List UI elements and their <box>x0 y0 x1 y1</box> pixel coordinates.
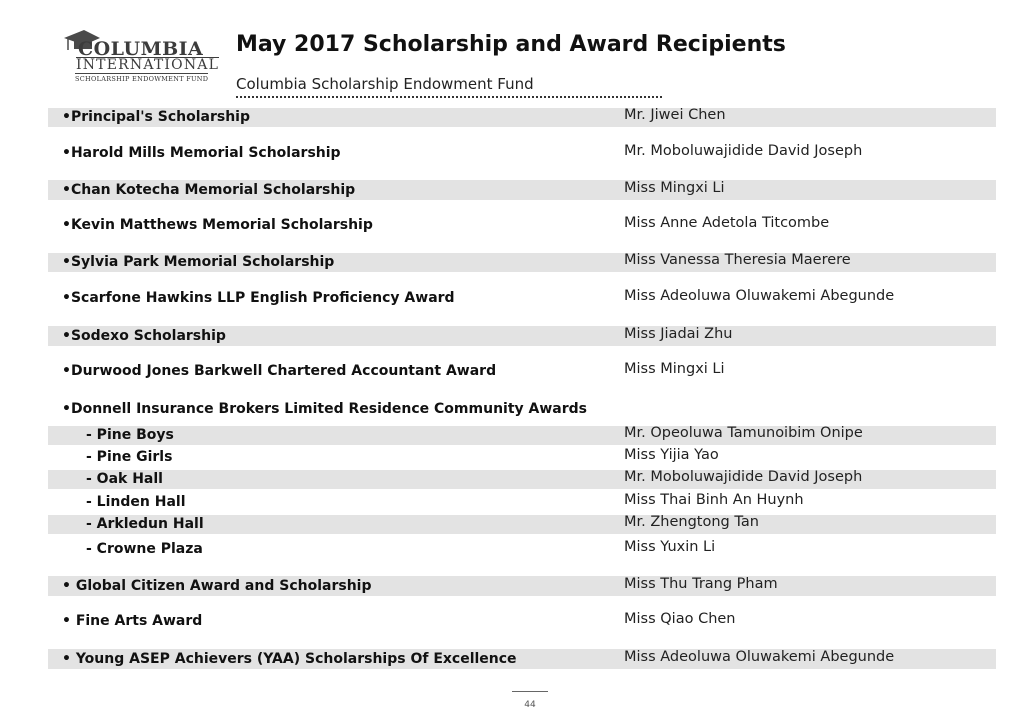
award-name: •Principal's Scholarship <box>62 109 250 125</box>
award-name: • Fine Arts Award <box>62 613 203 629</box>
award-name: - Pine Boys <box>86 427 174 443</box>
page-title: May 2017 Scholarship and Award Recipients <box>236 32 786 57</box>
award-name: •Sodexo Scholarship <box>62 328 226 344</box>
award-row <box>48 216 996 235</box>
award-row <box>48 576 996 596</box>
recipient-name: Miss Mingxi Li <box>624 361 725 377</box>
award-name: •Donnell Insurance Brokers Limited Residence Community Awards <box>62 401 587 417</box>
award-name: •Harold Mills Memorial Scholarship <box>62 145 341 161</box>
award-name: - Crowne Plaza <box>86 541 203 557</box>
award-name: •Chan Kotecha Memorial Scholarship <box>62 182 356 198</box>
award-row <box>48 400 996 419</box>
award-name: •Scarfone Hawkins LLP English Proficiency Award <box>62 290 455 306</box>
award-name: - Arkledun Hall <box>86 516 204 532</box>
award-name: • Global Citizen Award and Scholarship <box>62 578 372 594</box>
recipient-name: Mr. Zhengtong Tan <box>624 514 759 530</box>
award-row <box>48 362 996 381</box>
award-name: - Pine Girls <box>86 449 173 465</box>
recipient-name: Mr. Moboluwajidide David Joseph <box>624 143 863 159</box>
recipient-name: Miss Thai Binh An Huynh <box>624 492 804 508</box>
recipient-name: Miss Yijia Yao <box>624 447 719 463</box>
page-subtitle: Columbia Scholarship Endowment Fund <box>236 75 662 98</box>
award-row <box>48 289 996 308</box>
sub-award-row <box>48 540 996 559</box>
recipient-name: Miss Adeoluwa Oluwakemi Abegunde <box>624 288 895 304</box>
recipient-name: Miss Jiadai Zhu <box>624 326 733 342</box>
recipient-name: Mr. Moboluwajidide David Joseph <box>624 469 863 485</box>
award-row <box>48 612 996 631</box>
logo-line-3: SCHOLARSHIP ENDOWMENT FUND <box>75 75 209 83</box>
page-number: 44 <box>512 691 548 710</box>
columbia-logo <box>60 26 220 84</box>
recipient-name: Mr. Jiwei Chen <box>624 107 726 123</box>
sub-award-row <box>48 470 996 489</box>
award-row <box>48 253 996 272</box>
logo-line-1: COLUMBIA <box>78 38 204 60</box>
recipient-name: Miss Thu Trang Pham <box>624 576 778 592</box>
award-name: - Linden Hall <box>86 494 186 510</box>
award-name: •Sylvia Park Memorial Scholarship <box>62 254 335 270</box>
recipient-name: Miss Vanessa Theresia Maerere <box>624 252 851 268</box>
award-name: •Durwood Jones Barkwell Chartered Accountant Award <box>62 363 497 379</box>
recipient-name: Miss Mingxi Li <box>624 180 725 196</box>
sub-award-row <box>48 515 996 534</box>
award-name: •Kevin Matthews Memorial Scholarship <box>62 217 373 233</box>
recipient-name: Miss Yuxin Li <box>624 539 716 555</box>
recipient-name: Miss Qiao Chen <box>624 611 736 627</box>
recipient-name: Miss Anne Adetola Titcombe <box>624 215 830 231</box>
sub-award-row <box>48 448 996 467</box>
award-row <box>48 649 996 669</box>
award-name: - Oak Hall <box>86 471 163 487</box>
award-name: • Young ASEP Achievers (YAA) Scholarships Of Excellence <box>62 651 517 667</box>
recipient-name: Miss Adeoluwa Oluwakemi Abegunde <box>624 649 895 665</box>
award-row <box>48 108 996 127</box>
award-row <box>48 326 996 346</box>
sub-award-row <box>48 426 996 445</box>
sub-award-row <box>48 493 996 512</box>
award-row <box>48 144 996 163</box>
award-row <box>48 180 996 200</box>
recipient-name: Mr. Opeoluwa Tamunoibim Onipe <box>624 425 863 441</box>
logo-line-2: INTERNATIONAL <box>76 57 220 73</box>
